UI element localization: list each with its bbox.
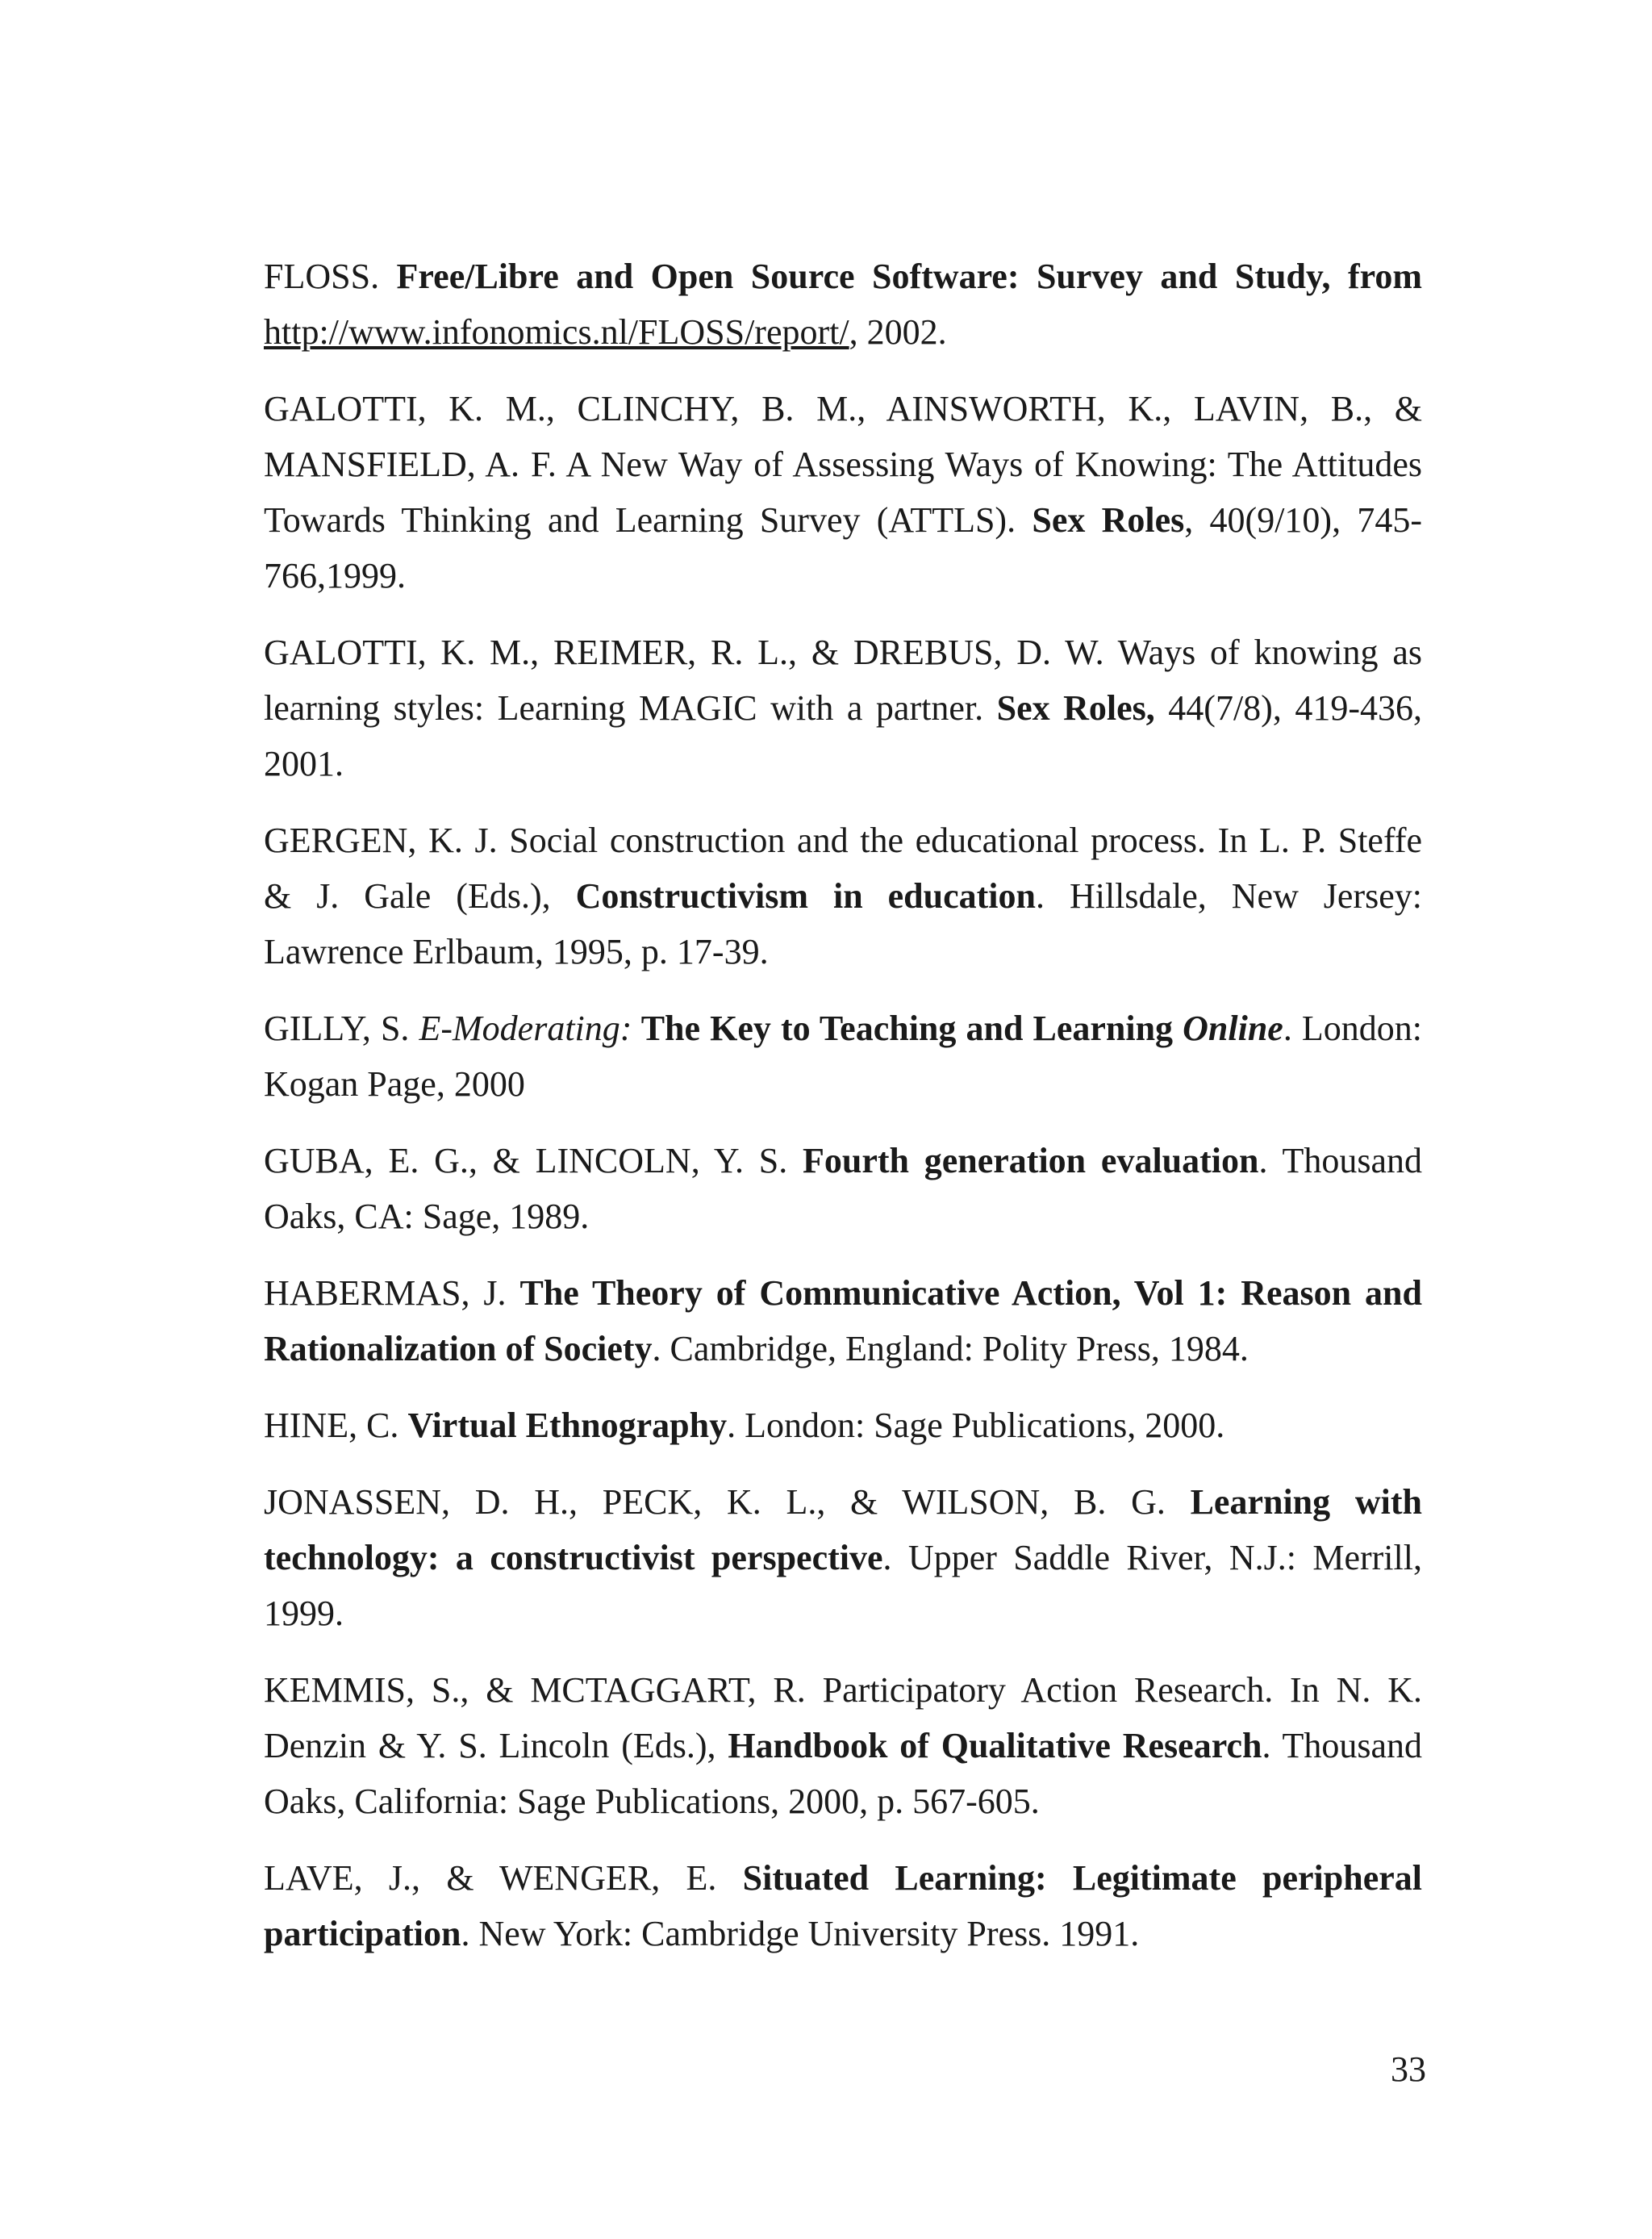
reference-details: , 40(9/10), 745-766,1999. [264,500,1423,595]
reference-details: , 2002. [849,312,947,352]
reference-title: Constructivism in education [575,876,1036,916]
reference-gergen [264,812,1422,980]
reference-title: The Theory of Communicative Action, Vol 1: Reason and Rationalization of Society [264,1273,1422,1368]
reference-italic-title: E-Moderating: [419,1009,632,1048]
reference-lave [264,1850,1422,1961]
reference-author-article: GALOTTI, K. M., CLINCHY, B. M., AINSWORTH, K., LAVIN, B., & MANSFIELD, A. F. A New Way of Assessing Ways of Knowing: The Attitudes Towards Thinking and Learning Survey (ATTLS). [264,389,1422,540]
reference-details: . New York: Cambridge University Press. 1991. [461,1914,1140,1953]
reference-details: 44(7/8), 419-436, 2001. [264,688,1422,783]
reference-guba [264,1133,1422,1244]
reference-title: Situated Learning: Legitimate peripheral participation [264,1858,1422,1953]
reference-author: HABERMAS, J. [264,1273,520,1313]
reference-title: The Key to Teaching and Learning [632,1009,1183,1048]
reference-list [264,249,1422,1982]
reference-details: . London: Kogan Page, 2000 [264,1009,1422,1104]
reference-habermas [264,1265,1422,1376]
reference-floss [264,249,1422,360]
reference-author-article: GALOTTI, K. M., REIMER, R. L., & DREBUS, D. W. Ways of knowing as learning styles: Learning MAGIC with a partner. [264,633,1422,728]
reference-title: Fourth generation evaluation [802,1141,1259,1180]
page-number: 33 [1391,2049,1426,2089]
reference-title: Handbook of Qualitative Research [728,1726,1262,1765]
reference-hine [264,1397,1422,1453]
reference-author: GILLY, S. [264,1009,419,1048]
reference-title: Learning with technology: a constructivist perspective [264,1482,1422,1577]
reference-details: . Thousand Oaks, CA: Sage, 1989. [264,1141,1423,1236]
reference-journal: Sex Roles [1032,500,1185,540]
reference-author: FLOSS. [264,257,397,296]
reference-journal: Sex Roles, [996,688,1155,728]
reference-author-article: KEMMIS, S., & MCTAGGART, R. Participatory Action Research. In N. K. Denzin & Y. S. Lincoln (Eds.), [264,1670,1422,1765]
reference-details: . Cambridge, England: Polity Press, 1984. [652,1329,1249,1368]
reference-author: JONASSEN, D. H., PECK, K. L., & WILSON, B. G. [264,1482,1191,1522]
reference-jonassen [264,1474,1422,1641]
reference-author: LAVE, J., & WENGER, E. [264,1858,743,1898]
reference-title: Free/Libre and Open Source Software: Survey and Study, from [396,257,1422,296]
reference-details: . Thousand Oaks, California: Sage Publications, 2000, p. 567-605. [264,1726,1423,1821]
reference-details: . Upper Saddle River, N.J.: Merrill, 1999. [264,1538,1422,1633]
reference-title: Virtual Ethnography [407,1406,728,1445]
reference-author: GUBA, E. G., & LINCOLN, Y. S. [264,1141,803,1180]
reference-author-article: GERGEN, K. J. Social construction and the educational process. In L. P. Steffe & J. Gale (Eds.), [264,821,1422,916]
reference-details: . London: Sage Publications, 2000. [727,1406,1225,1445]
reference-author: HINE, C. [264,1406,408,1445]
reference-gilly [264,1000,1422,1112]
reference-kemmis [264,1662,1422,1829]
reference-bold-italic-title: Online [1183,1009,1283,1048]
reference-galotti-2001 [264,624,1422,792]
reference-url-link[interactable]: http://www.infonomics.nl/FLOSS/report/ [264,312,849,352]
reference-galotti-1999 [264,381,1422,604]
reference-details: . Hillsdale, New Jersey: Lawrence Erlbaum, 1995, p. 17-39. [264,876,1422,971]
